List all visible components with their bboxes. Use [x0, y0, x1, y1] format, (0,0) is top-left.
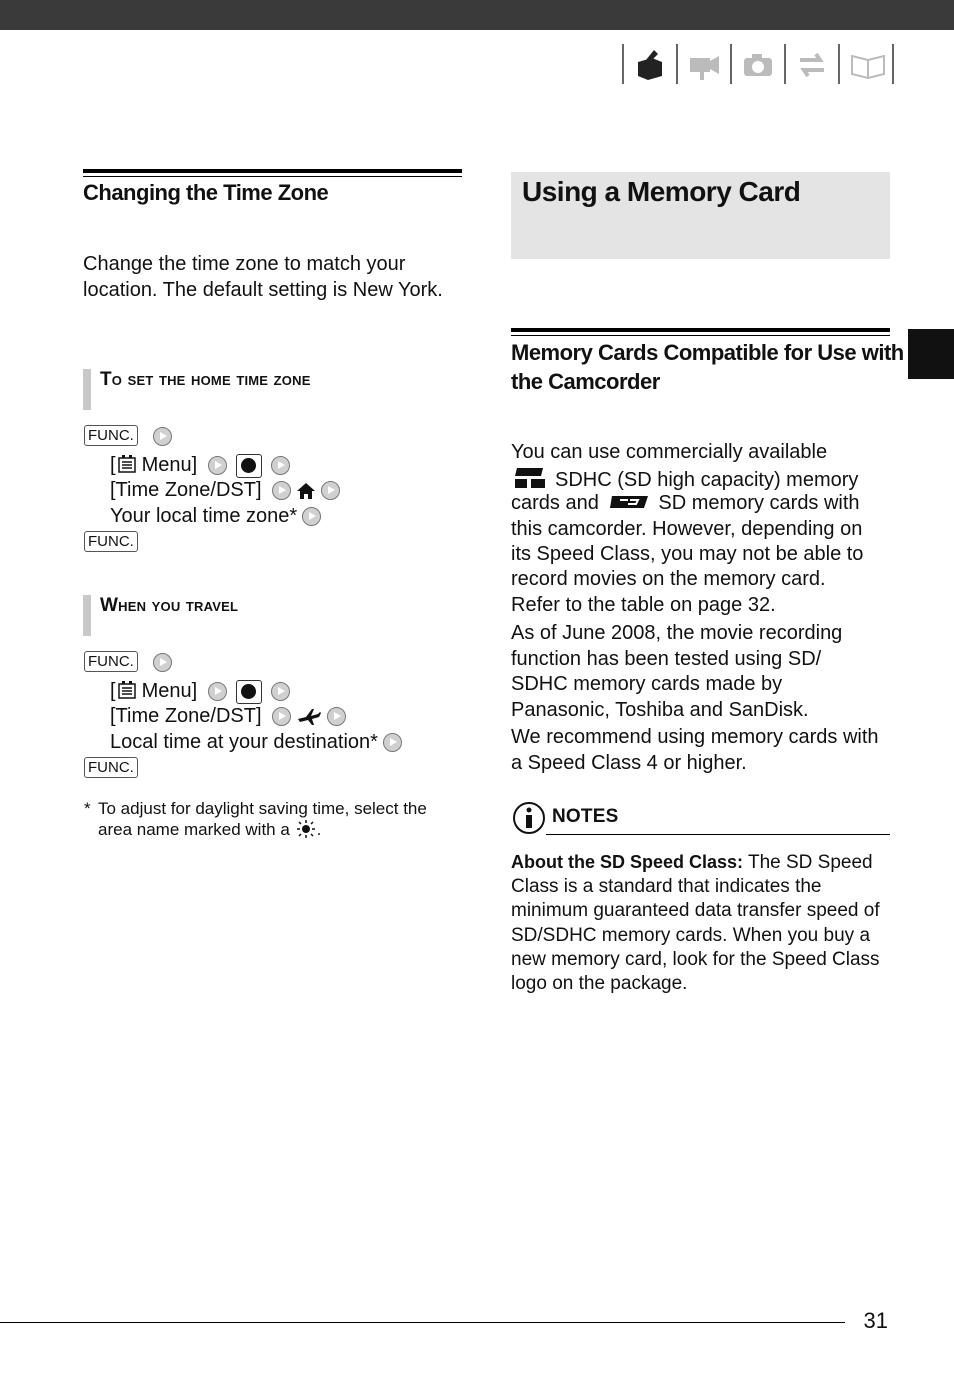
next-arrow-icon: [271, 682, 290, 701]
video-camera-icon: [676, 44, 730, 84]
footnote-mark: *: [84, 799, 91, 818]
home-step-2: [110, 478, 345, 503]
memory-card-title: Using a Memory Card: [522, 176, 801, 207]
footnote-text: area name marked with a: [98, 820, 290, 839]
menu-label: Menu]: [141, 454, 198, 476]
next-arrow-icon: [271, 456, 290, 475]
para1-line7: Refer to the table on page 32.: [511, 594, 776, 616]
menu-icon: [118, 681, 136, 699]
next-arrow-icon: [321, 481, 340, 500]
still-camera-icon: [730, 44, 784, 84]
travel-heading: When you travel: [100, 595, 239, 616]
para1-line2: [511, 466, 858, 494]
func-button-label: FUNC.: [84, 651, 138, 672]
travel-step-2: [110, 704, 351, 729]
home-step-3: [110, 504, 326, 529]
compatible-title-line1: Memory Cards Compatible for Use with: [511, 340, 904, 365]
sun-icon: [295, 819, 317, 839]
time-zone-dst-label: [Time Zone/DST]: [110, 705, 262, 727]
sd-logo-icon: [608, 492, 654, 512]
footer-rule: [0, 1322, 845, 1323]
destination-label: Local time at your destination*: [110, 731, 378, 753]
home-step-1: [110, 453, 295, 478]
chapter-tabs: [622, 44, 894, 86]
airplane-icon: [296, 707, 322, 727]
subhead-bar: [83, 369, 91, 410]
para1-line6: record movies on the memory card.: [511, 568, 826, 590]
notes-label: NOTES: [552, 806, 619, 827]
section-rule-thin: [83, 176, 462, 177]
para1-line4: this camcorder. However, depending on: [511, 518, 863, 540]
local-zone-label: Your local time zone*: [110, 505, 298, 527]
para1-line3: [511, 491, 860, 517]
compatible-title-line2: the Camcorder: [511, 369, 660, 394]
sd-memory-text: SD memory cards with: [658, 492, 860, 514]
time-zone-title: Changing the Time Zone: [83, 180, 329, 205]
book-icon: [838, 44, 894, 84]
next-arrow-icon: [327, 707, 346, 726]
next-arrow-icon: [153, 427, 172, 446]
func-button-label: FUNC.: [84, 425, 138, 446]
notes-bold-lead: About the SD Speed Class:: [511, 852, 744, 872]
info-icon: [511, 800, 547, 836]
bracket-open: [: [110, 680, 116, 702]
travel-step-3: [110, 730, 407, 755]
para1-line5: its Speed Class, you may not be able to: [511, 543, 864, 565]
next-arrow-icon: [208, 682, 227, 701]
footnote-line-1: To adjust for daylight saving time, select the: [98, 799, 427, 818]
para3: We recommend using memory cards with a Speed Class 4 or higher.: [511, 726, 879, 774]
section-rule: [83, 169, 462, 173]
next-arrow-icon: [302, 507, 321, 526]
subhead-bar: [83, 595, 91, 636]
prepare-icon: [622, 44, 676, 84]
notes-rule: [546, 834, 890, 835]
next-arrow-icon: [272, 707, 291, 726]
next-arrow-icon: [208, 456, 227, 475]
clock-icon: [236, 680, 262, 704]
next-arrow-icon: [383, 733, 402, 752]
clock-icon: [236, 454, 262, 478]
sdhc-text: SDHC (SD high capacity) memory: [555, 469, 859, 491]
time-zone-dst-label: [Time Zone/DST]: [110, 479, 262, 501]
footnote-line-2: [98, 819, 321, 840]
para1-line1: You can use commercially available: [511, 441, 828, 463]
next-arrow-icon: [153, 653, 172, 672]
menu-icon: [118, 455, 136, 473]
transfer-icon: [784, 44, 838, 84]
section-rule-thin: [511, 335, 890, 336]
page-number: 31: [863, 1308, 888, 1333]
para2: As of June 2008, the movie recording function has been tested using SD/ SDHC memory cards made by Panasonic, Toshiba and SanDisk.: [511, 622, 843, 721]
time-zone-intro: Change the time zone to match your location. The default setting is New York.: [83, 253, 443, 301]
func-button-label: FUNC.: [84, 757, 138, 778]
notes-text: The SD Speed Class is a standard that indicates the minimum guaranteed data transfer speed of SD/SDHC memory cards. When you buy a new memory card, look for the Speed Class logo on the package.: [511, 852, 880, 995]
chapter-side-tab: [908, 329, 954, 379]
cards-and-text: cards and: [511, 492, 599, 514]
notes-paragraph: [511, 850, 883, 996]
sdhc-logo-icon: [511, 466, 549, 490]
top-bar: [0, 0, 954, 30]
section-rule: [511, 328, 890, 332]
travel-step-1: [110, 679, 295, 704]
home-zone-heading: To set the home time zone: [100, 369, 311, 390]
next-arrow-icon: [272, 481, 291, 500]
menu-label: Menu]: [141, 680, 198, 702]
func-button-label: FUNC.: [84, 531, 138, 552]
home-icon: [296, 481, 316, 501]
footnote-period: .: [316, 820, 322, 839]
bracket-open: [: [110, 454, 116, 476]
